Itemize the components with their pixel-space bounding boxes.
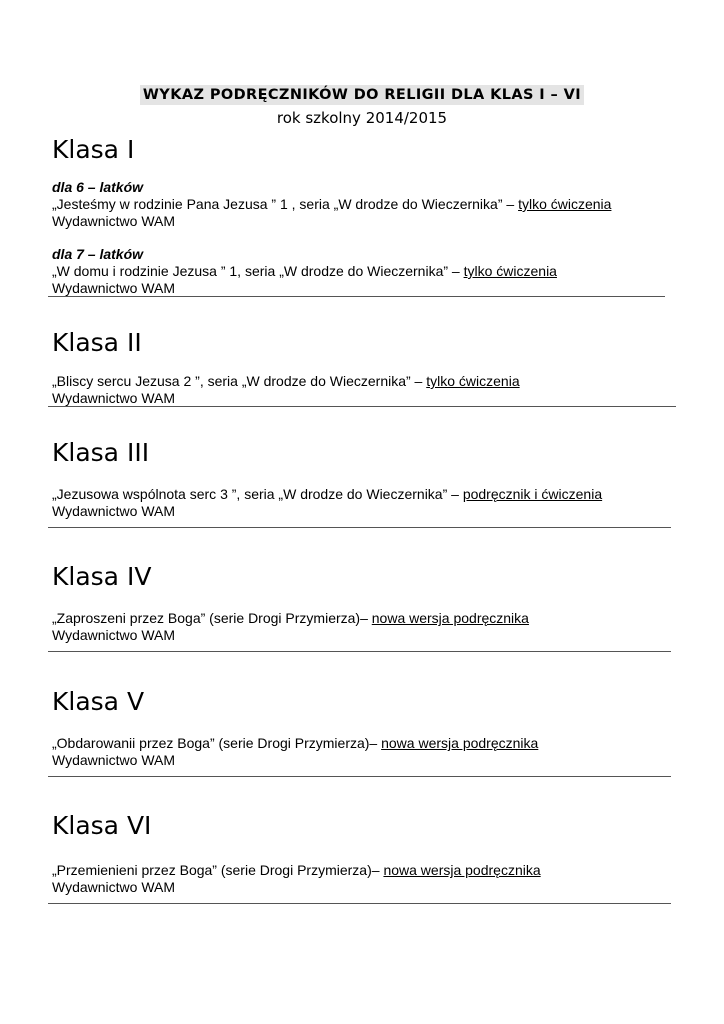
class-6-publisher: Wydawnictwo WAM	[52, 879, 176, 895]
class-2-book-type: tylko ćwiczenia	[426, 373, 520, 389]
class-4-book-line	[52, 610, 529, 627]
class-6-book-line	[52, 862, 541, 879]
class-5-publisher: Wydawnictwo WAM	[52, 752, 176, 768]
class-4-publisher: Wydawnictwo WAM	[52, 627, 176, 643]
class-6-book-type: nowa wersja podręcznika	[383, 862, 541, 878]
class-2-publisher: Wydawnictwo WAM	[52, 390, 176, 406]
class-4-book-title: „Zaproszeni przez Boga” (serie Drogi Przymierza)–	[52, 610, 372, 626]
class-5-book-title: „Obdarowanii przez Boga” (serie Drogi Przymierza)–	[52, 735, 382, 751]
age-7-subheading: dla 7 – latków	[52, 246, 144, 262]
age-6-publisher: Wydawnictwo WAM	[52, 213, 176, 229]
age-6-book-title: „Jesteśmy w rodzinie Pana Jezusa ” 1 , seria „W drodze do Wieczernika” –	[52, 196, 519, 212]
class-4-heading: Klasa IV	[52, 562, 152, 591]
age-7-book-type: tylko ćwiczenia	[463, 263, 557, 279]
age-7-book-title: „W domu i rodzinie Jezusa ” 1, seria „W drodze do Wieczernika” –	[52, 263, 464, 279]
class-2-book-title: „Bliscy sercu Jezusa 2 ”, seria „W drodze do Wieczernika” –	[52, 373, 427, 389]
class-5-book-type: nowa wersja podręcznika	[381, 735, 539, 751]
section-divider	[48, 903, 671, 904]
age-7-book-line	[52, 263, 557, 280]
document-title: WYKAZ PODRĘCZNIKÓW DO RELIGII DLA KLAS I – VI	[140, 85, 584, 105]
section-divider	[48, 776, 671, 777]
class-2-book-line	[52, 373, 520, 390]
class-3-book-title: „Jezusowa wspólnota serc 3 ”, seria „W drodze do Wieczernika” –	[52, 486, 463, 502]
age-6-book-type: tylko ćwiczenia	[518, 196, 612, 212]
age-7-publisher: Wydawnictwo WAM	[52, 280, 176, 296]
section-divider	[48, 406, 676, 407]
class-3-book-type: podręcznik i ćwiczenia	[462, 486, 603, 502]
class-3-book-line	[52, 486, 602, 503]
section-divider	[48, 651, 671, 652]
class-6-heading: Klasa VI	[52, 811, 152, 840]
class-3-heading: Klasa III	[52, 438, 150, 467]
class-4-book-type: nowa wersja podręcznika	[371, 610, 529, 626]
school-year: rok szkolny 2014/2015	[276, 109, 448, 127]
class-5-heading: Klasa V	[52, 687, 145, 716]
section-divider	[48, 296, 665, 297]
age-6-book-line	[52, 196, 611, 213]
class-6-book-title: „Przemienieni przez Boga” (serie Drogi Przymierza)–	[52, 862, 384, 878]
class-2-heading: Klasa II	[52, 328, 142, 357]
document-header	[0, 85, 724, 129]
age-6-subheading: dla 6 – latków	[52, 179, 144, 195]
class-5-book-line	[52, 735, 538, 752]
section-divider	[48, 527, 671, 528]
class-3-publisher: Wydawnictwo WAM	[52, 503, 176, 519]
class-1-heading: Klasa I	[52, 135, 135, 164]
